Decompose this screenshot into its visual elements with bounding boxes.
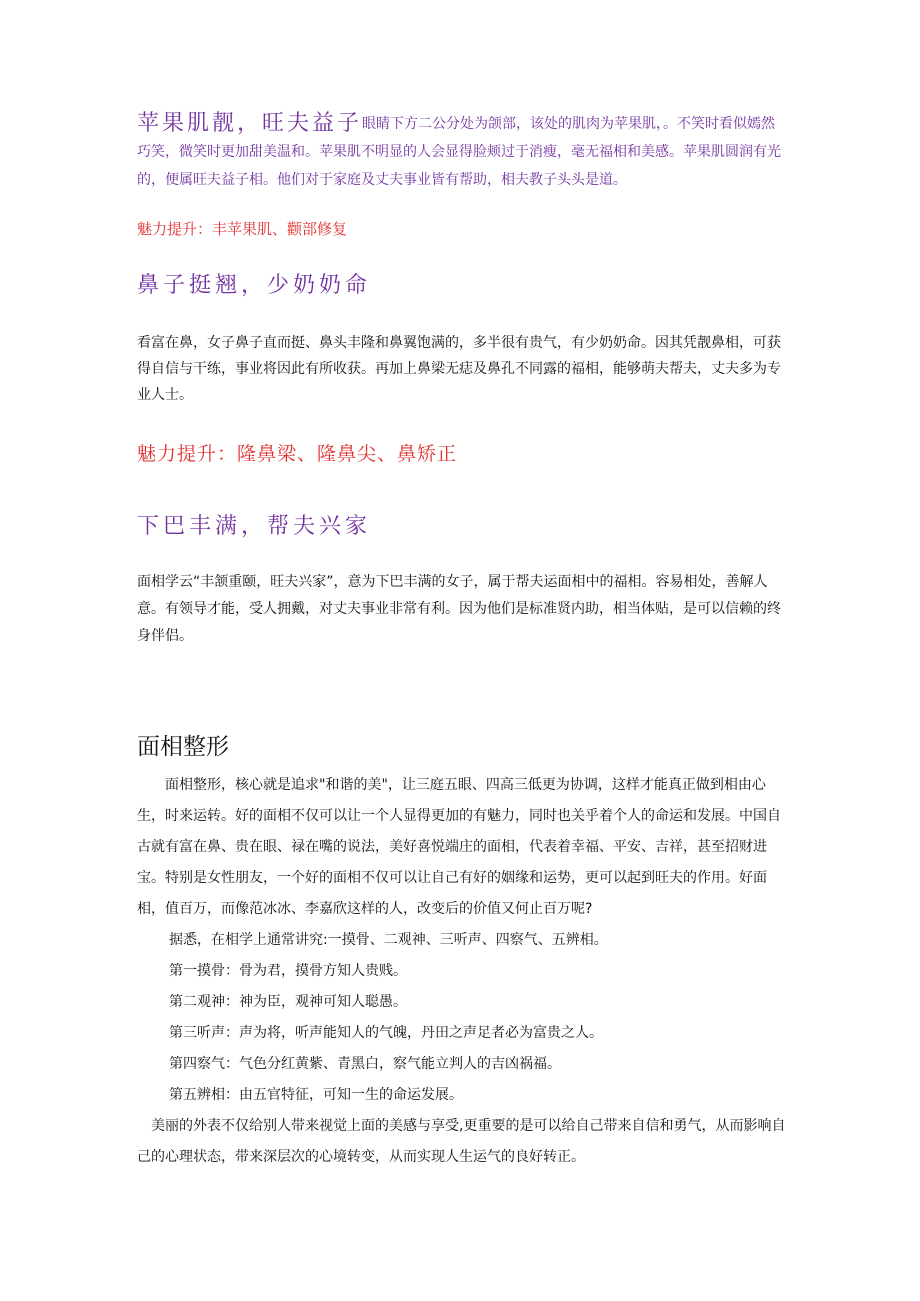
list-item: 第二观神：神为臣，观神可知人聪愚。	[169, 994, 407, 1010]
apple-section-paragraph	[137, 110, 787, 194]
nose-body: 看富在鼻，女子鼻子直而挺、鼻头丰隆和鼻翼饱满的，多半很有贵气，有少奶奶命。因其凭靓鼻相，可获得自信与干练，事业将因此有所收获。再加上鼻梁无痣及鼻孔不同露的福相，能够萌夫帮夫，丈夫多为专业人士。	[137, 335, 781, 403]
nose-promo: 魅力提升：隆鼻梁、隆鼻尖、鼻矫正	[137, 443, 458, 465]
list-item: 第一摸骨：骨为君，摸骨方知人贵贱。	[169, 963, 407, 979]
list-item: 第三听声：声为将，听声能知人的气魄，丹田之声足者必为富贵之人。	[169, 1025, 603, 1041]
section-title: 面相整形	[137, 734, 229, 760]
nose-heading: 鼻子挺翘，少奶奶命	[137, 273, 372, 298]
section-closing: 美丽的外表不仅给别人带来视觉上面的美感与享受,更重要的是可以给自己带来自信和勇气，从而影响自己的心理状态，带来深层次的心境转变，从而实现人生运气的良好转正。	[137, 1118, 786, 1165]
apple-promo: 魅力提升：丰苹果肌、颧部修复	[137, 220, 348, 238]
apple-body: 眼睛下方二公分处为颌部，该处的肌肉为苹果肌，。不笑时看似嫣然巧笑，微笑时更加甜美温和。苹果肌不明显的人会显得脸颊过于消瘦，毫无福相和美感。苹果肌圆润有光的，便属旺夫益子相。他们对于家庭及丈夫事业皆有帮助，相夫教子头头是道。	[137, 116, 781, 188]
chin-heading: 下巴丰满，帮夫兴家	[137, 514, 372, 539]
chin-body: 面相学云“丰颔重颐，旺夫兴家”，意为下巴丰满的女子，属于帮夫运面相中的福相。容易相处，善解人意。有领导才能，受人拥戴，对丈夫事业非常有利。因为他们是标准贤内助，相当体贴，是可以信赖的终身伴侣。	[137, 574, 781, 644]
apple-heading: 苹果肌靓，旺夫益子	[137, 111, 363, 136]
list-item: 第五辨相：由五官特征，可知一生的命运发展。	[169, 1087, 463, 1103]
section-intro: 面相整形，核心就是追求"和谐的美"，让三庭五眼、四高三低更为协调，这样才能真正做到相由心生，时来运转。好的面相不仅可以让一个人显得更加的有魅力，同时也关乎着个人的命运和发展。中国自古就有富在鼻、贵在眼、禄在嘴的说法，美好喜悦端庄的面相，代表着幸福、平安、吉祥，甚至招财进宝。特别是女性朋友，一个好的面相不仅可以让自己有好的姻缘和运势，更可以起到旺夫的作用。好面相，值百万，而像范冰冰、李嘉欣这样的人，改变后的价值又何止百万呢?	[137, 777, 781, 917]
section-body	[137, 770, 787, 1173]
section-lead: 据悉，在相学上通常讲究:一摸骨、二观神、三听声、四察气、五辨相。	[169, 932, 608, 948]
list-item: 第四察气：气色分红黄紫、青黑白，察气能立判人的吉凶祸福。	[169, 1056, 561, 1072]
